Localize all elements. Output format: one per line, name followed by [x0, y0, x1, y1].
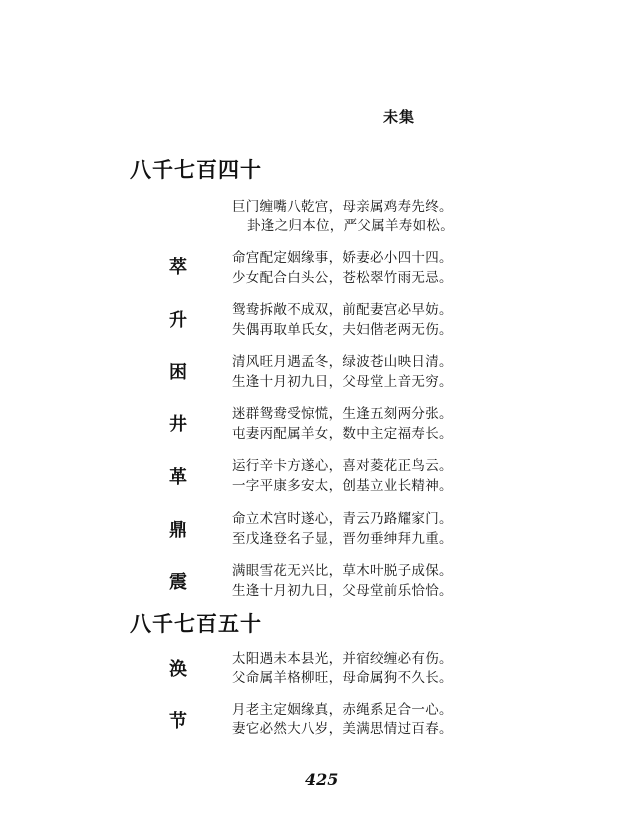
entry-label: 困 [169, 362, 187, 383]
verse-line: 生逢十月初九日，父母堂前乐恰恰。 [232, 583, 453, 599]
verse-line: 至戊逢登名子显，晋勿垂绅拜九重。 [232, 531, 453, 547]
verse-line: 父命属羊格柳旺，母命属狗不久长。 [232, 670, 453, 686]
entry-label: 震 [169, 572, 187, 593]
verse-line: 生逢十月初九日，父母堂上音无穷。 [232, 374, 453, 390]
verse-line: 妻它必然大八岁，美满思情过百春。 [232, 721, 453, 737]
verse-line: 运行辛卡方遂心，喜对菱花正鸟云。 [232, 458, 453, 474]
verse-line: 少女配合白头公，苍松翠竹雨无忌。 [232, 270, 453, 286]
entry-label: 鼎 [169, 520, 187, 541]
entry-label: 井 [169, 414, 187, 435]
verse-line: 屯妻丙配属羊女，数中主定福寿长。 [232, 426, 453, 442]
page-number: 425 [305, 770, 339, 789]
entry-label: 涣 [169, 659, 187, 680]
section-title: 八千七百四十 [130, 157, 262, 182]
verse-line: 太阳遇未本县光，并宿绞缠必有伤。 [232, 651, 453, 667]
verse-line: 命宫配定姻缘事，娇妻必小四十四。 [232, 250, 453, 266]
entry-label: 升 [169, 310, 187, 331]
verse-line: 满眼雪花无兴比，草木叶脱子成保。 [232, 563, 453, 579]
entry-label: 革 [169, 467, 187, 488]
verse-line: 卦逢之归本位，严父属羊寿如松。 [247, 218, 454, 234]
entry-label: 节 [169, 711, 187, 732]
verse-line: 一字平康多安太，创基立业长精神。 [232, 478, 453, 494]
verse-line: 月老主定姻缘真，赤绳系足合一心。 [232, 702, 453, 718]
verse-line: 巨门缠嘴八乾宫，母亲属鸡寿先终。 [232, 199, 453, 215]
verse-line: 命立术宫时遂心，青云乃路耀家门。 [232, 511, 453, 527]
page-header: 未集 [383, 108, 416, 126]
verse-line: 迷群鸳鸯受惊慌，生逢五刻两分张。 [232, 406, 453, 422]
verse-line: 失偶再取单氏女，夫妇偕老两无伤。 [232, 322, 453, 338]
entry-label: 萃 [169, 257, 187, 278]
verse-line: 清风旺月遇孟冬，绿波苍山映日清。 [232, 354, 453, 370]
verse-line: 鸳鸯拆敞不成双，前配妻宫必早妨。 [232, 302, 453, 318]
section-title: 八千七百五十 [130, 611, 262, 636]
